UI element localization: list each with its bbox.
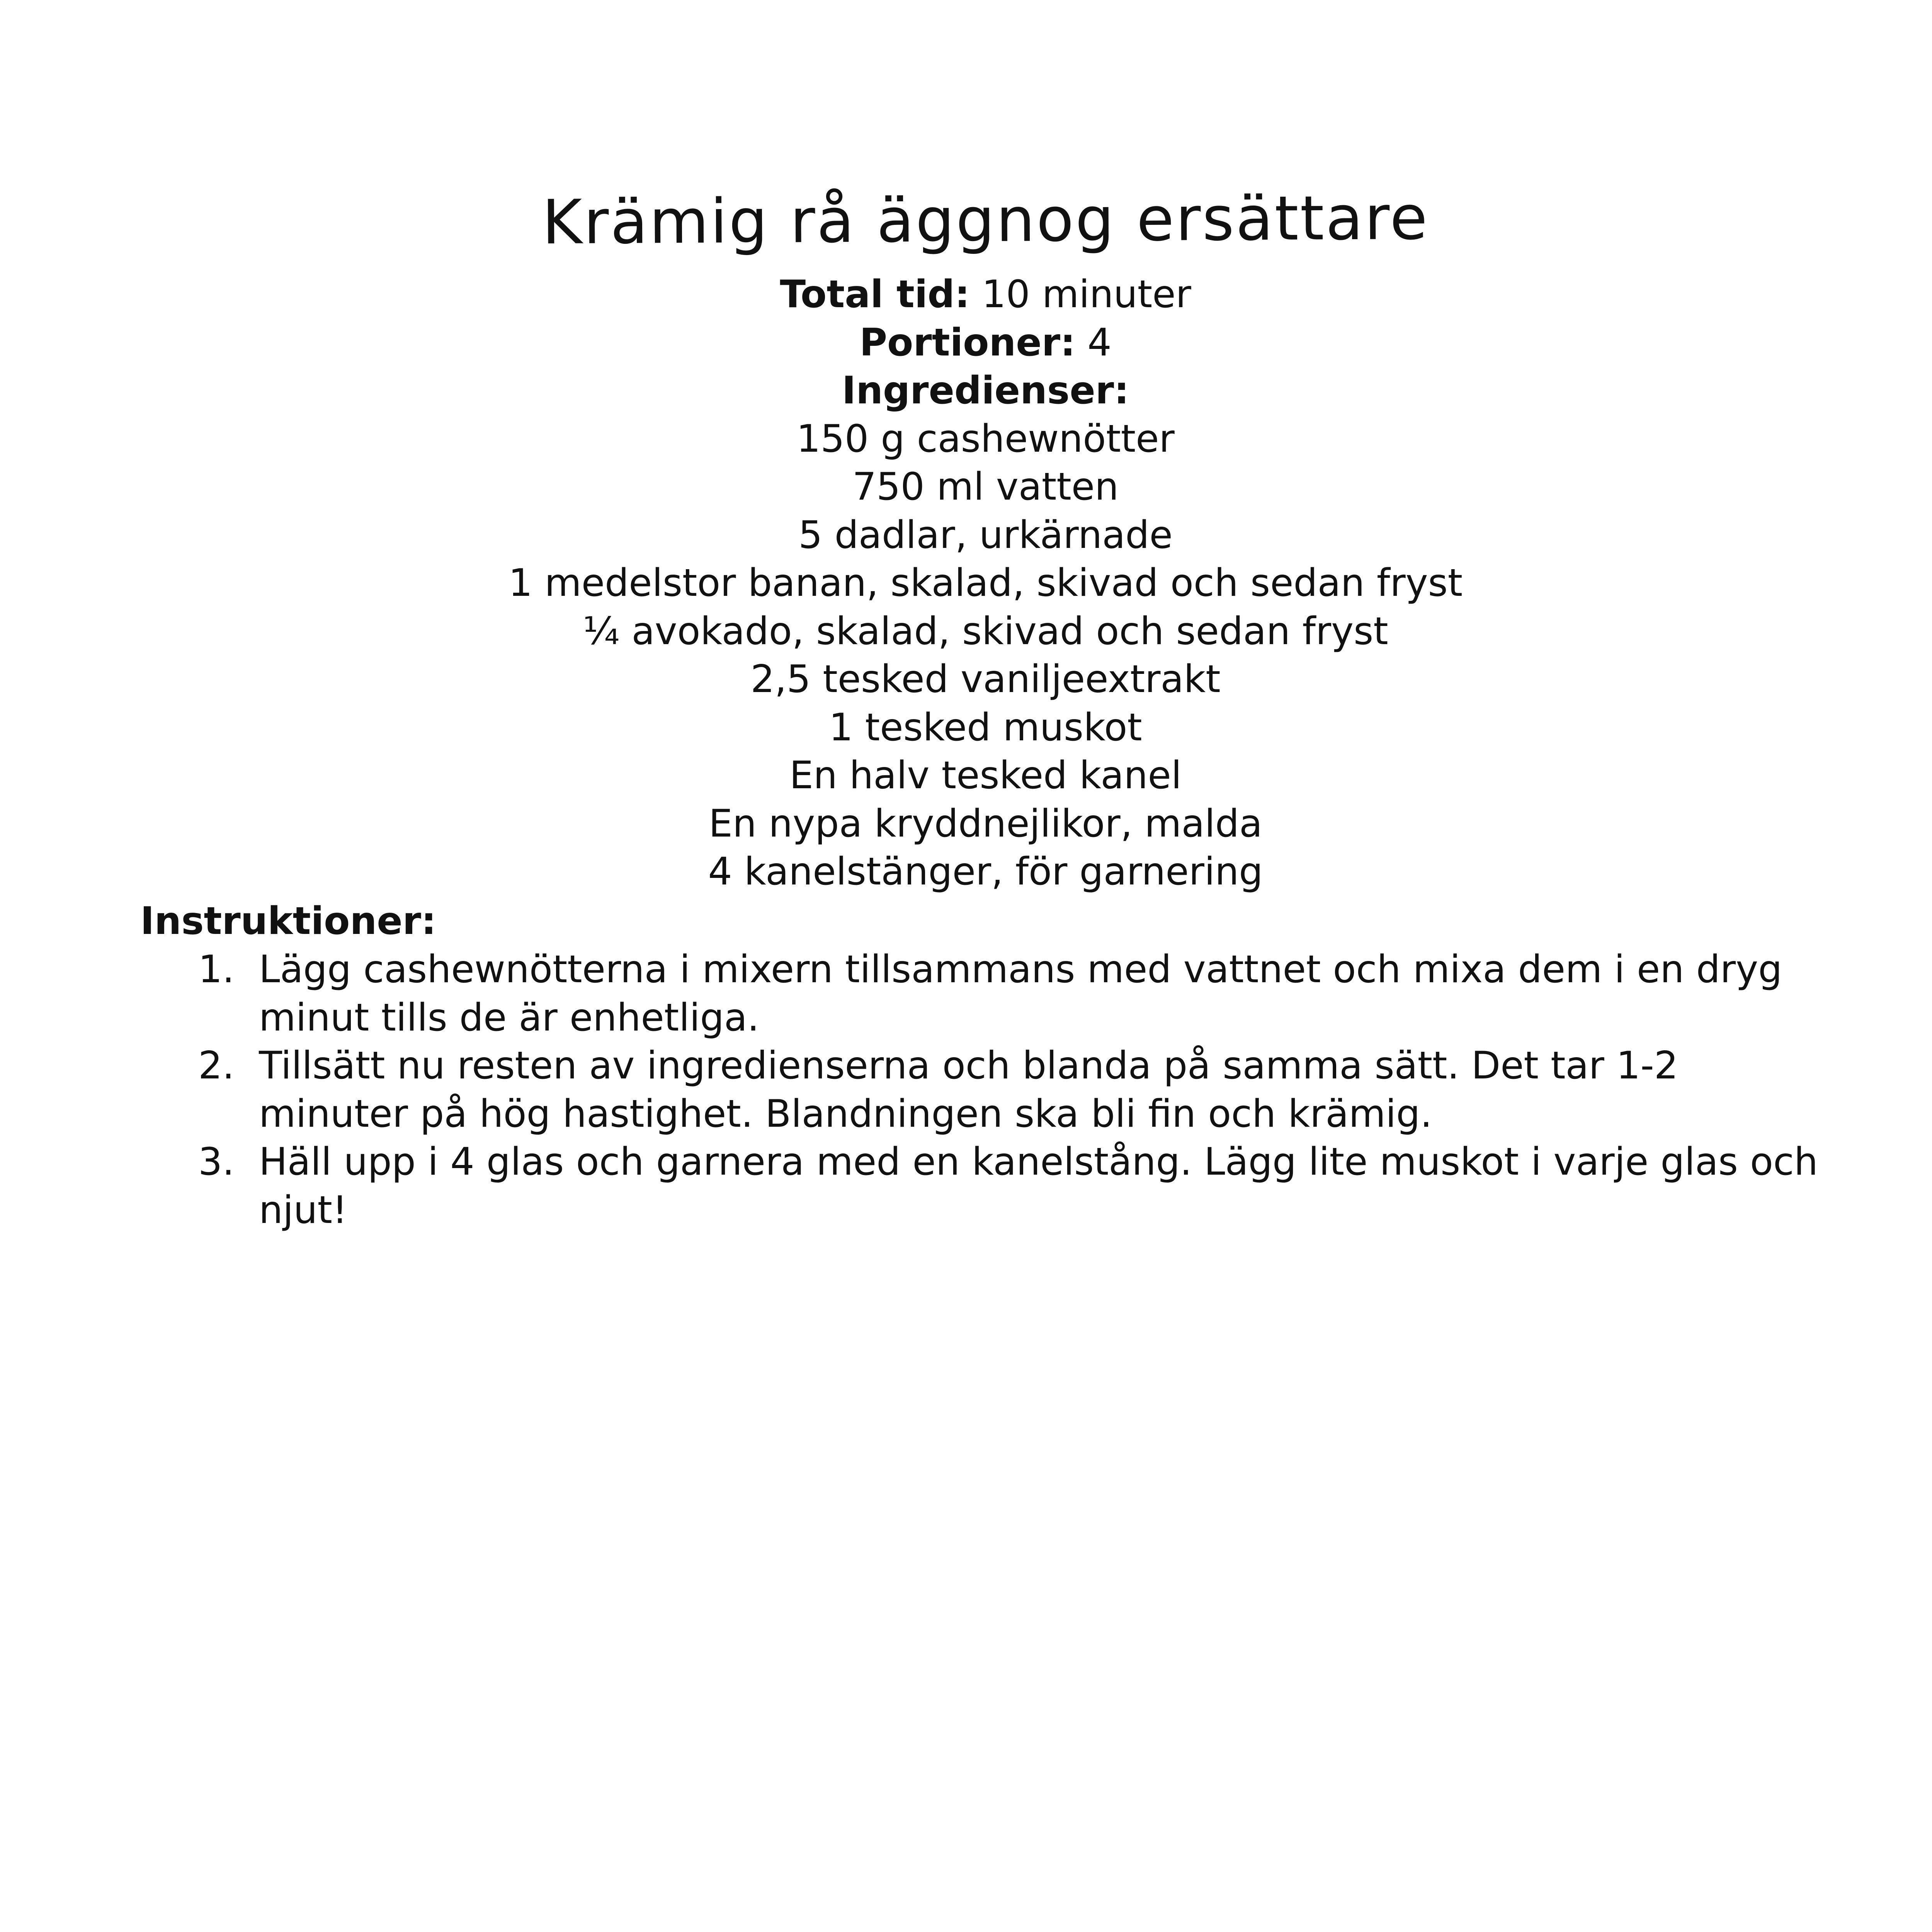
instruction-step xyxy=(140,1042,1821,1138)
servings-label: Portioner: xyxy=(859,320,1076,365)
ingredient-item: En nypa kryddnejlikor, malda xyxy=(708,801,1263,846)
instruction-step xyxy=(140,1138,1821,1234)
ingredients-heading: Ingredienser: xyxy=(842,369,1129,413)
ingredient-item: En halv tesked kanel xyxy=(789,753,1182,798)
ingredient-item: 750 ml vatten xyxy=(852,465,1119,509)
instructions-heading: Instruktioner: xyxy=(140,899,437,943)
ingredient-item: 1 tesked muskot xyxy=(829,705,1142,750)
step-number: 2. xyxy=(198,1044,235,1088)
total-time-line xyxy=(0,270,1932,319)
step-text: Tillsätt nu resten av ingredienserna och blanda på samma sätt. Det tar 1-2 minuter på hög hastighet. Blandningen ska bli fin och krämig. xyxy=(259,1044,1679,1136)
ingredient-item: 1 medelstor banan, skalad, skivad och sedan fryst xyxy=(508,561,1463,605)
instructions-list xyxy=(140,946,1821,1234)
recipe-title: Krämig rå äggnog ersättare xyxy=(542,182,1429,259)
servings-value: 4 xyxy=(1087,320,1112,365)
ingredient-item: 5 dadlar, urkärnade xyxy=(798,513,1173,557)
ingredient-item: 4 kanelstänger, för garnering xyxy=(708,850,1263,894)
servings-line xyxy=(0,319,1932,367)
ingredient-item: ¼ avokado, skalad, skivad och sedan fryst xyxy=(583,609,1388,653)
ingredient-item: 150 g cashewnötter xyxy=(796,417,1175,461)
instruction-step xyxy=(140,946,1821,1042)
step-number: 1. xyxy=(198,947,235,992)
total-time-value: 10 minuter xyxy=(982,272,1191,316)
ingredient-item: 2,5 tesked vaniljeextrakt xyxy=(750,657,1221,701)
recipe-summary xyxy=(0,270,1932,896)
step-text: Lägg cashewnötterna i mixern tillsammans med vattnet och mixa dem i en dryg minut tills de är enhetliga. xyxy=(259,947,1782,1040)
total-time-label: Total tid: xyxy=(780,272,970,316)
step-text: Häll upp i 4 glas och garnera med en kanelstång. Lägg lite muskot i varje glas och njut! xyxy=(259,1140,1818,1232)
step-number: 3. xyxy=(198,1140,235,1184)
